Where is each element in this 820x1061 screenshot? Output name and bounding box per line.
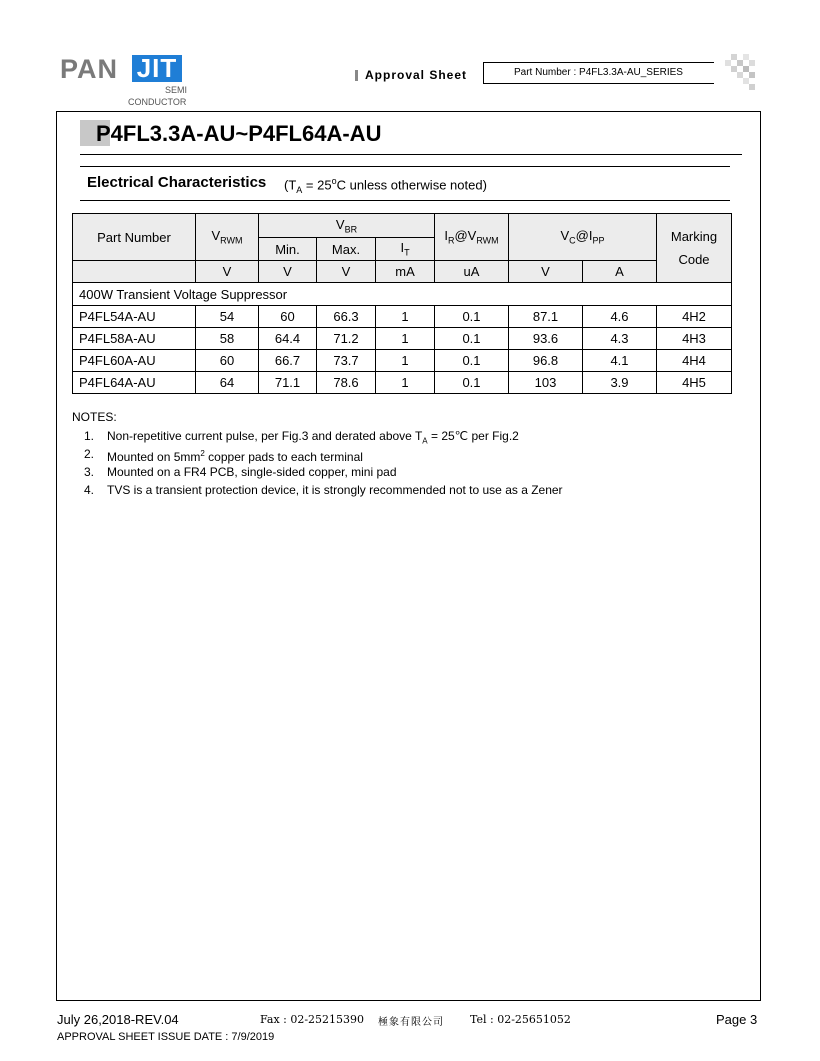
section-title: Electrical Characteristics <box>87 174 267 191</box>
cell-marking-code: 4H2 <box>657 306 732 328</box>
footer-tel: Tel : 02-25651052 <box>470 1013 571 1026</box>
approval-sheet-title: Approval Sheet <box>365 68 468 82</box>
cell-it: 1 <box>376 372 435 394</box>
cell-vc: 96.8 <box>509 350 583 372</box>
cell-ipp: 3.9 <box>583 372 657 394</box>
logo-jit-box <box>132 55 182 82</box>
cell-marking-code: 4H3 <box>657 328 732 350</box>
units-blank <box>73 261 196 283</box>
cell-ipp: 4.1 <box>583 350 657 372</box>
cell-vbr-min: 71.1 <box>259 372 317 394</box>
table-row <box>73 328 732 350</box>
checker-decoration-icon <box>718 54 756 92</box>
cell-vbr-min: 60 <box>259 306 317 328</box>
cell-vbr-min: 66.7 <box>259 350 317 372</box>
cell-marking-code: 4H5 <box>657 372 732 394</box>
cell-ir: 0.1 <box>435 350 509 372</box>
cell-marking-code: 4H4 <box>657 350 732 372</box>
footer-fax: Fax : 02-25215390 <box>260 1013 365 1026</box>
logo-jit-text: JIT <box>136 53 178 83</box>
cell-vc: 103 <box>509 372 583 394</box>
logo-pan-text: PAN <box>60 54 119 84</box>
unit-cell: V <box>259 261 317 283</box>
electrical-characteristics-table <box>72 213 732 394</box>
unit-cell: mA <box>376 261 435 283</box>
cell-vrwm: 54 <box>196 306 259 328</box>
header-vbr: $V_{BR}$ <box>259 214 435 238</box>
cell-vrwm: 60 <box>196 350 259 372</box>
cell-ipp: 4.6 <box>583 306 657 328</box>
cell-ipp: 4.3 <box>583 328 657 350</box>
header-marking-code: Marking Code <box>657 214 732 283</box>
cell-ir: 0.1 <box>435 372 509 394</box>
part-number-box: Part Number : P4FL3.3A-AU_SERIES <box>483 62 714 84</box>
cell-ir: 0.1 <box>435 306 509 328</box>
cell-ir: 0.1 <box>435 328 509 350</box>
header-vrwm: $V_{RWM}$ <box>196 214 259 261</box>
header-it: $I_T$ <box>376 238 435 261</box>
footer-issue-date: APPROVAL SHEET ISSUE DATE : 7/9/2019 <box>57 1031 275 1043</box>
notes-title: NOTES: <box>72 410 117 424</box>
header-max: Max. <box>317 238 376 261</box>
cell-vbr-max: 71.2 <box>317 328 376 350</box>
cell-vbr-min: 64.4 <box>259 328 317 350</box>
note-item: 1. Non-repetitive current pulse, per Fig.3 and derated above $T_A$ = 25℃ per Fig.2 <box>84 429 519 446</box>
logo-conductor-text: CONDUCTOR <box>128 97 187 107</box>
cell-it: 1 <box>376 350 435 372</box>
cell-vbr-max: 66.3 <box>317 306 376 328</box>
note-item: 4. TVS is a transient protection device, it is strongly recommended not to use as a Zener <box>84 483 563 497</box>
cell-vrwm: 58 <box>196 328 259 350</box>
panjit-logo <box>60 52 188 110</box>
page-title: P4FL3.3A-AU~P4FL64A-AU <box>96 121 382 146</box>
footer-revision-date: July 26,2018-REV.04 <box>57 1012 179 1027</box>
approval-marker <box>355 70 358 81</box>
unit-cell: uA <box>435 261 509 283</box>
table-group-row <box>73 283 732 306</box>
cell-part-number: P4FL58A-AU <box>73 328 196 350</box>
table-row <box>73 350 732 372</box>
cell-vc: 87.1 <box>509 306 583 328</box>
header-ir-at-vrwm: $I_R@V_{RWM}$ <box>435 214 509 261</box>
unit-cell: A <box>583 261 657 283</box>
logo-semi-text: SEMI <box>165 85 188 95</box>
cell-vbr-max: 78.6 <box>317 372 376 394</box>
cell-part-number: P4FL60A-AU <box>73 350 196 372</box>
cell-vrwm: 64 <box>196 372 259 394</box>
title-rule <box>80 154 742 155</box>
cell-it: 1 <box>376 328 435 350</box>
group-label: 400W Transient Voltage Suppressor <box>73 283 732 306</box>
table-units-row <box>73 261 732 283</box>
note-item: 3. Mounted on a FR4 PCB, single-sided copper, mini pad <box>84 465 397 479</box>
page-number: Page 3 <box>716 1012 758 1027</box>
unit-cell: V <box>509 261 583 283</box>
note-item: 2. Mounted on $5mm^2$ copper pads to each terminal <box>84 447 363 464</box>
cell-it: 1 <box>376 306 435 328</box>
cell-part-number: P4FL64A-AU <box>73 372 196 394</box>
section-rule-top <box>80 166 730 167</box>
cell-vbr-max: 73.7 <box>317 350 376 372</box>
table-row <box>73 372 732 394</box>
cell-part-number: P4FL54A-AU <box>73 306 196 328</box>
header-part-number: Part Number <box>73 214 196 261</box>
section-rule-bottom <box>80 200 730 201</box>
section-condition: ($T_A = 25^oC$ unless otherwise noted) <box>284 176 487 195</box>
table-row <box>73 306 732 328</box>
header-vc-at-ipp: $V_C@I_{PP}$ <box>509 214 657 261</box>
unit-cell: V <box>317 261 376 283</box>
cell-vc: 93.6 <box>509 328 583 350</box>
notes-section <box>72 410 563 499</box>
table-header-row-1 <box>73 214 732 238</box>
unit-cell: V <box>196 261 259 283</box>
footer-company: 極象有限公司 <box>378 1017 444 1028</box>
header-min: Min. <box>259 238 317 261</box>
